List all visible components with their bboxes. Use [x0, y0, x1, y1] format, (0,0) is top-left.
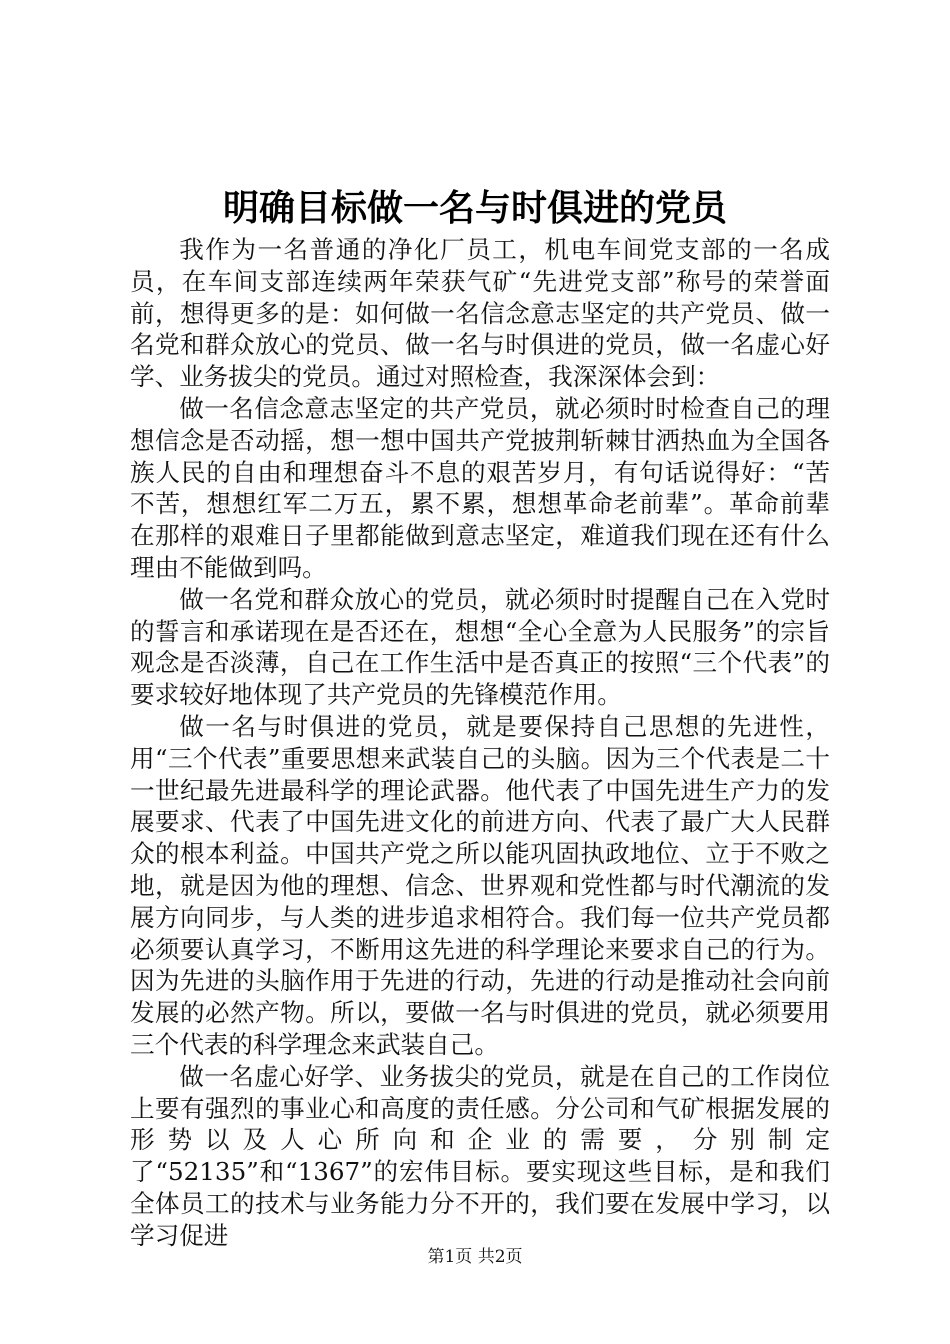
paragraph-belief: 做一名信念意志坚定的共产党员，就必须时时检查自己的理想信念是否动摇，想一想中国共产党披荆斩棘甘洒热血为全国各族人民的自由和理想奋斗不息的艰苦岁月，有句话说得好：“苦不苦，想想红军二万五，累不累，想想革命老前辈”。革命前辈在那样的艰难日子里都能做到意志坚定，难道我们现在还有什么理由不能做到吗。 [130, 393, 830, 582]
document-body [130, 234, 830, 1252]
paragraph-progress: 做一名与时俱进的党员，就是要保持自己思想的先进性，用“三个代表”重要思想来武装自己的头脑。因为三个代表是二十一世纪最先进最科学的理论武器。他代表了中国先进生产力的发展要求、代表了中国先进文化的前进方向、代表了最广大人民群众的根本利益。中国共产党之所以能巩固执政地位、立于不败之地，就是因为他的理想、信念、世界观和党性都与时代潮流的发展方向同步，与人类的进步追求相符合。我们每一位共产党员都必须要认真学习，不断用这先进的科学理论来要求自己的行为。因为先进的头脑作用于先进的行动，先进的行动是推动社会向前发展的必然产物。所以，要做一名与时俱进的党员，就必须要用三个代表的科学理念来武装自己。 [130, 711, 830, 1059]
document-title: 明确目标做一名与时俱进的党员 [222, 187, 727, 229]
paragraph-learning: 做一名虚心好学、业务拔尖的党员，就是在自己的工作岗位上要有强烈的事业心和高度的责任感。分公司和气矿根据发展的形势以及人心所向和企业的需要，分别制定了“52135”和“1367”的宏伟目标。要实现这些目标，是和我们全体员工的技术与业务能力分不开的，我们要在发展中学习，以学习促进 [130, 1061, 830, 1250]
paragraph-trust: 做一名党和群众放心的党员，就必须时时提醒自己在入党时的誓言和承诺现在是否还在，想想“全心全意为人民服务”的宗旨观念是否淡薄，自己在工作生活中是否真正的按照“三个代表”的要求较好地体现了共产党员的先锋模范作用。 [130, 584, 830, 710]
paragraph-intro: 我作为一名普通的净化厂员工，机电车间党支部的一名成员，在车间支部连续两年荣获气矿“先进党支部”称号的荣誉面前，想得更多的是：如何做一名信念意志坚定的共产党员、做一名党和群众放心的党员、做一名与时俱进的党员，做一名虚心好学、业务拔尖的党员。通过对照检查，我深深体会到： [130, 235, 830, 392]
page-footer: 第1页 共2页 [427, 1247, 523, 1267]
